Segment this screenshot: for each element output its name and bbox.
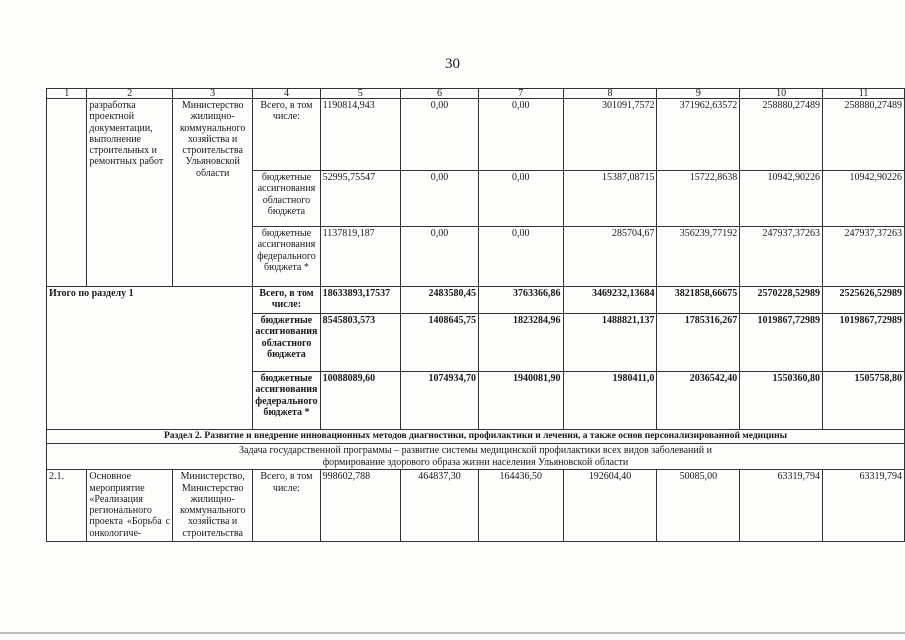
value-cell: 1980411,0 <box>563 372 657 430</box>
value-cell: 2483580,45 <box>400 287 478 314</box>
section-row <box>47 430 905 444</box>
value-cell: 1550360,80 <box>740 372 823 430</box>
col-num: 11 <box>823 89 905 99</box>
value-cell: 1019867,72989 <box>740 314 823 372</box>
measure-cell: разработка проектной документации, выполнение строительных и ремонтных работ <box>87 99 173 287</box>
column-number-row <box>47 89 905 99</box>
col-num: 4 <box>253 89 320 99</box>
source-label: Всего, в том числе: <box>253 470 320 542</box>
value-cell: 1488821,137 <box>563 314 657 372</box>
value-cell: 464837,30 <box>400 470 478 542</box>
value-cell: 10942,90226 <box>823 171 905 227</box>
value-cell: 0,00 <box>479 99 564 171</box>
value-cell: 258880,27489 <box>823 99 905 171</box>
value-cell: 301091,7572 <box>563 99 657 171</box>
value-cell: 1940081,90 <box>479 372 564 430</box>
row-number-cell <box>47 99 87 287</box>
col-num: 2 <box>87 89 173 99</box>
value-cell: 164436,50 <box>479 470 564 542</box>
task-title: Задача государственной программы – развитие системы медицинской профилактики всех видов заболеваний и формирование здорового образа жизни населения Ульяновской области <box>47 444 905 470</box>
col-num: 1 <box>47 89 87 99</box>
value-cell: 998602,788 <box>320 470 400 542</box>
value-cell: 63319,794 <box>740 470 823 542</box>
source-label: Всего, в том числе: <box>253 287 320 314</box>
value-cell: 1074934,70 <box>400 372 478 430</box>
value-cell: 3469232,13684 <box>563 287 657 314</box>
value-cell: 285704,67 <box>563 227 657 287</box>
scan-border-line <box>0 632 905 634</box>
section-title: Раздел 2. Развитие и внедрение инновационных методов диагностики, профилактики и лечения, а также основ персонализированной медицины <box>47 430 905 444</box>
value-cell: 3821858,66675 <box>657 287 740 314</box>
col-num: 10 <box>740 89 823 99</box>
col-num: 9 <box>657 89 740 99</box>
value-cell: 356239,77192 <box>657 227 740 287</box>
table-row <box>47 470 905 542</box>
budget-table <box>46 88 905 542</box>
total-row <box>47 287 905 314</box>
col-num: 5 <box>320 89 400 99</box>
value-cell: 52995,75547 <box>320 171 400 227</box>
value-cell: 192604,40 <box>563 470 657 542</box>
value-cell: 10942,90226 <box>740 171 823 227</box>
value-cell: 258880,27489 <box>740 99 823 171</box>
source-label: бюджетные ассигнования областного бюджета <box>253 314 320 372</box>
value-cell: 15722,8638 <box>657 171 740 227</box>
value-cell: 15387,08715 <box>563 171 657 227</box>
col-num: 8 <box>563 89 657 99</box>
col-num: 3 <box>173 89 253 99</box>
value-cell: 8545803,573 <box>320 314 400 372</box>
measure-cell: Основное мероприятие «Реализация регионального проекта «Борьба с онкологиче- <box>87 470 173 542</box>
value-cell: 2570228,52989 <box>740 287 823 314</box>
value-cell: 0,00 <box>479 227 564 287</box>
value-cell: 247937,37263 <box>740 227 823 287</box>
table-row <box>47 99 905 171</box>
value-cell: 2036542,40 <box>657 372 740 430</box>
value-cell: 2525626,52989 <box>823 287 905 314</box>
source-label: бюджетные ассигнования федерального бюджета * <box>253 372 320 430</box>
source-label: бюджетные ассигнования федерального бюджета * <box>253 227 320 287</box>
executor-cell: Министерство, Министерство жилищно-коммунального хозяйства и строительства <box>173 470 253 542</box>
value-cell: 18633893,17537 <box>320 287 400 314</box>
col-num: 6 <box>400 89 478 99</box>
executor-cell: Министерство жилищно-коммунального хозяйства и строительства Ульяновской области <box>173 99 253 287</box>
page-number: 30 <box>445 56 460 72</box>
source-label: бюджетные ассигнования областного бюджета <box>253 171 320 227</box>
col-num: 7 <box>479 89 564 99</box>
value-cell: 1408645,75 <box>400 314 478 372</box>
value-cell: 1137819,187 <box>320 227 400 287</box>
value-cell: 0,00 <box>479 171 564 227</box>
value-cell: 247937,37263 <box>823 227 905 287</box>
value-cell: 1019867,72989 <box>823 314 905 372</box>
value-cell: 0,00 <box>400 171 478 227</box>
value-cell: 1505758,80 <box>823 372 905 430</box>
value-cell: 10088089,60 <box>320 372 400 430</box>
row-number-cell: 2.1. <box>47 470 87 542</box>
value-cell: 3763366,86 <box>479 287 564 314</box>
task-row <box>47 444 905 470</box>
value-cell: 50085,00 <box>657 470 740 542</box>
value-cell: 371962,63572 <box>657 99 740 171</box>
source-label: Всего, в том числе: <box>253 99 320 171</box>
value-cell: 0,00 <box>400 99 478 171</box>
value-cell: 1823284,96 <box>479 314 564 372</box>
total-label: Итого по разделу 1 <box>47 287 253 430</box>
value-cell: 1785316,267 <box>657 314 740 372</box>
value-cell: 63319,794 <box>823 470 905 542</box>
value-cell: 0,00 <box>400 227 478 287</box>
value-cell: 1190814,943 <box>320 99 400 171</box>
